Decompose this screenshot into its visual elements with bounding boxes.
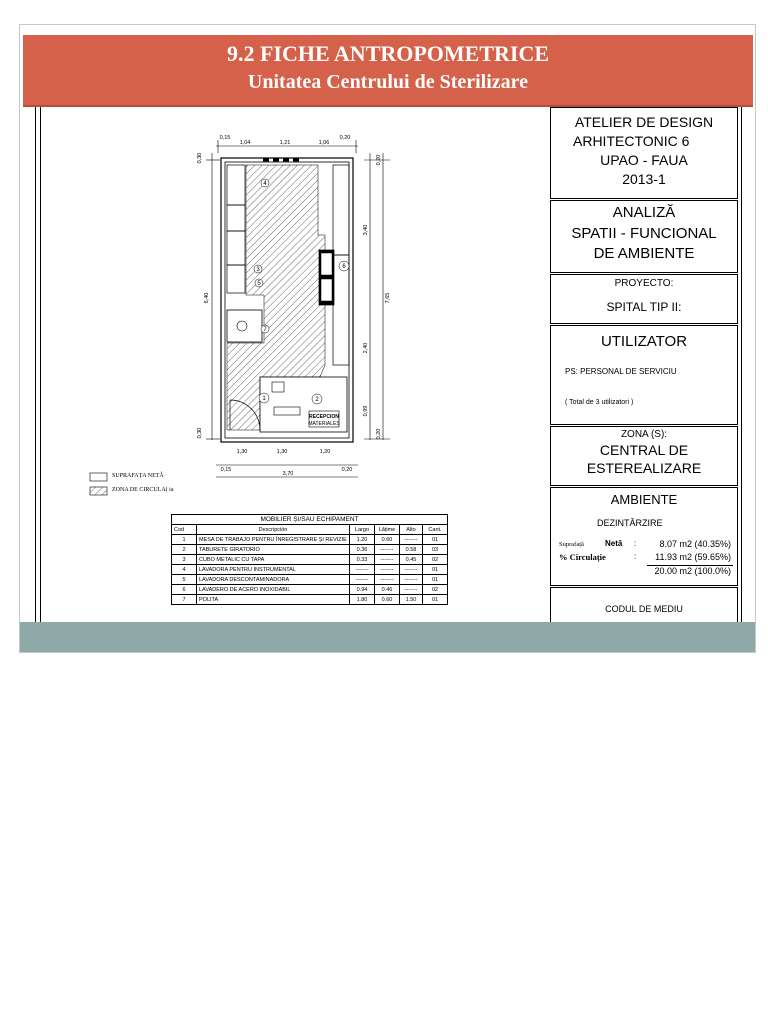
table-cell: 0.36 (350, 545, 375, 555)
circulatie-colon: : (634, 552, 637, 561)
table-cell: ------- (400, 565, 423, 575)
table-row (172, 595, 448, 605)
zona-value-1: CENTRAL DE (599, 442, 689, 458)
codul-label: CODUL DE MEDIU (605, 604, 683, 614)
table-cell: LAVADERO DE ACERO INOXIDABIL (197, 585, 350, 595)
table-cell: 2 (172, 545, 197, 555)
legend-net-swatch (90, 473, 107, 481)
dim-top-4: 1,06 (318, 140, 330, 146)
table-row (172, 565, 448, 575)
slide (19, 24, 756, 653)
table-header: Alto (400, 525, 423, 535)
table-cell: CUBO METALIC CU TAPA (197, 555, 350, 565)
marker-2-label: 2 (315, 397, 319, 403)
dim-right-5: 0,20 (376, 428, 382, 440)
table-cell: 0.45 (400, 555, 423, 565)
table-cell: ------- (350, 575, 375, 585)
circulatie-value: 11.93 m2 (59.65%) (655, 552, 731, 562)
dim-left-1: 0,30 (197, 152, 203, 164)
table-row (172, 545, 448, 555)
utilizator-title: UTILIZATOR (600, 333, 688, 350)
suprafata-label: Suprafață (559, 541, 584, 548)
analiza-box (550, 200, 738, 273)
dim-left-3: 0,30 (197, 427, 203, 439)
dim-bottom-side-right: 0,20 (341, 467, 353, 473)
table-row (172, 555, 448, 565)
analiza-title: ANALIZĂ (612, 204, 676, 221)
analiza-line-2: SPATII - FUNCIONAL (571, 225, 717, 242)
table-cell: 6 (172, 585, 197, 595)
dim-top-3: 1,21 (279, 140, 291, 146)
legend-net-label: SUPRAFAȚA NETĂ (112, 473, 164, 479)
table-cell: ------- (350, 565, 375, 575)
table-cell: ------- (375, 575, 400, 585)
marker-4-label: 4 (263, 181, 267, 187)
table-cell: 1.20 (350, 535, 375, 545)
table-cell: 4 (172, 565, 197, 575)
table-cell: ------- (375, 555, 400, 565)
atelier-line-3: UPAO - FAUA (600, 152, 688, 168)
dim-right-4: 0,99 (363, 405, 369, 417)
shelf-lower-left (227, 231, 245, 265)
table-cell: TABURETE GIRATORIO (197, 545, 350, 555)
table-cell: 01 (423, 595, 448, 605)
zona-label: ZONA (S): (620, 429, 668, 440)
ambiente-name: DEZINTĂRZIRE (597, 518, 663, 528)
neta-label: Netă (605, 539, 623, 548)
table-cell: 0.33 (350, 555, 375, 565)
table-cell: 1.80 (350, 595, 375, 605)
table-header: Cant. (423, 525, 448, 535)
ambiente-title: AMBIENTE (610, 492, 678, 507)
washer-left (227, 265, 245, 293)
table-cell: 5 (172, 575, 197, 585)
table-header: Largo (350, 525, 375, 535)
marker-7-label: 7 (263, 327, 267, 333)
shelf-top-left (227, 165, 245, 205)
table-cell: 0.60 (375, 595, 400, 605)
marker-6-label: 6 (342, 264, 346, 270)
table-cell: 0.46 (375, 585, 400, 595)
total-value: 20.00 m2 (100.0%) (654, 566, 731, 576)
legend-circulation-label: ZONA DE CIRCULA( ia (112, 487, 174, 493)
table-cell: MESA DE TRABAJO PENTRU ÎNREGISTRARE ȘI REVIZIE (197, 535, 350, 545)
stamp-line-1: RECEPCION (309, 414, 339, 420)
table-cell: 0.60 (375, 535, 400, 545)
utilizator-total: ( Total de 3 utilizatori ) (565, 399, 634, 406)
table-cell: ------- (400, 575, 423, 585)
table-row (172, 585, 448, 595)
table-header: Cod (172, 525, 197, 535)
footer-bar (20, 622, 755, 652)
dim-total-right: 7,65 (385, 292, 391, 304)
ambiente-box (550, 487, 738, 586)
circulatie-label: % Circulație (559, 552, 606, 562)
table-cell: 3 (172, 555, 197, 565)
dim-total-bottom: 3,70 (282, 471, 294, 477)
sink-basin-1 (321, 253, 332, 275)
table-cell: ------- (400, 585, 423, 595)
table-cell: 0.58 (400, 545, 423, 555)
dim-top-2: 1,04 (239, 140, 251, 146)
atelier-box (550, 107, 738, 199)
table-header: Lățime (375, 525, 400, 535)
atelier-line-2: ARHITECTONIC 6 (573, 133, 690, 149)
table-cell: LAVADORA DESCONTAMINADORA (197, 575, 350, 585)
utilizator-box (550, 325, 738, 425)
table-cell: 01 (423, 565, 448, 575)
atelier-line-4: 2013-1 (622, 171, 666, 187)
table-caption: MOBILIER ȘI/SAU ECHIPAMENT (172, 515, 448, 525)
table-row (172, 535, 448, 545)
dim-bottom-3: 1,20 (319, 449, 331, 455)
table-cell: 1.50 (400, 595, 423, 605)
page-title: 9.2 FICHE ANTROPOMETRICE (226, 41, 550, 66)
table-cell: 03 (423, 545, 448, 555)
analiza-line-3: DE AMBIENTE (593, 245, 695, 262)
table-cell: 7 (172, 595, 197, 605)
sink-basin-2 (321, 279, 332, 301)
marker-1-label: 1 (262, 396, 266, 402)
neta-colon: : (634, 539, 637, 548)
legend-circulation-swatch (90, 487, 107, 495)
proyecto-label: PROYECTO: (614, 278, 674, 289)
marker-3-label: 3 (256, 267, 260, 273)
table-cell: ------- (375, 565, 400, 575)
dim-right-1: 0,20 (376, 154, 382, 166)
sheet-border-right (741, 107, 742, 622)
table-cell: 0.94 (350, 585, 375, 595)
dim-bottom-1: 1,30 (236, 449, 248, 455)
stamp-line-2: MATERIALES (308, 421, 340, 427)
marker-5-label: 5 (257, 281, 261, 287)
counter-right (333, 165, 349, 255)
atelier-line-1: ATELIER DE DESIGN (574, 114, 714, 130)
dim-left-2: 6,40 (204, 292, 210, 304)
dim-right-2: 3,40 (363, 224, 369, 236)
shelf-right (333, 255, 349, 365)
page-subtitle: Unitatea Centrului de Sterilizare (247, 71, 529, 93)
zona-value-2: ESTEREALIZARE (586, 460, 702, 476)
table-cell: 1 (172, 535, 197, 545)
sink-left (227, 310, 262, 342)
dim-right-3: 2,40 (363, 342, 369, 354)
table-cell: 01 (423, 575, 448, 585)
proyecto-value: SPITAL TIP II: (606, 300, 682, 314)
dim-bottom-2: 1,30 (276, 449, 288, 455)
table-cell: 02 (423, 555, 448, 565)
table-row (172, 575, 448, 585)
shelf-mid-left (227, 205, 245, 231)
table-cell: POLITA (197, 595, 350, 605)
table-header: Descripción (197, 525, 350, 535)
table-cell: 02 (423, 585, 448, 595)
table-cell: LAVADORA PENTRU INSTRUMENTAL (197, 565, 350, 575)
zona-box (550, 426, 738, 486)
dim-top-5: 0,20 (339, 135, 351, 141)
table-cell: ------- (375, 545, 400, 555)
table-cell: ------- (400, 535, 423, 545)
proyecto-box (550, 274, 738, 324)
dim-bottom-side-left: 0,15 (220, 467, 232, 473)
neta-value: 8.07 m2 (40.35%) (659, 539, 731, 549)
utilizator-ps: PS: PERSONAL DE SERVICIU (565, 367, 677, 376)
furniture-table (171, 514, 448, 605)
dim-top-1: 0,15 (219, 135, 231, 141)
table-cell: 01 (423, 535, 448, 545)
